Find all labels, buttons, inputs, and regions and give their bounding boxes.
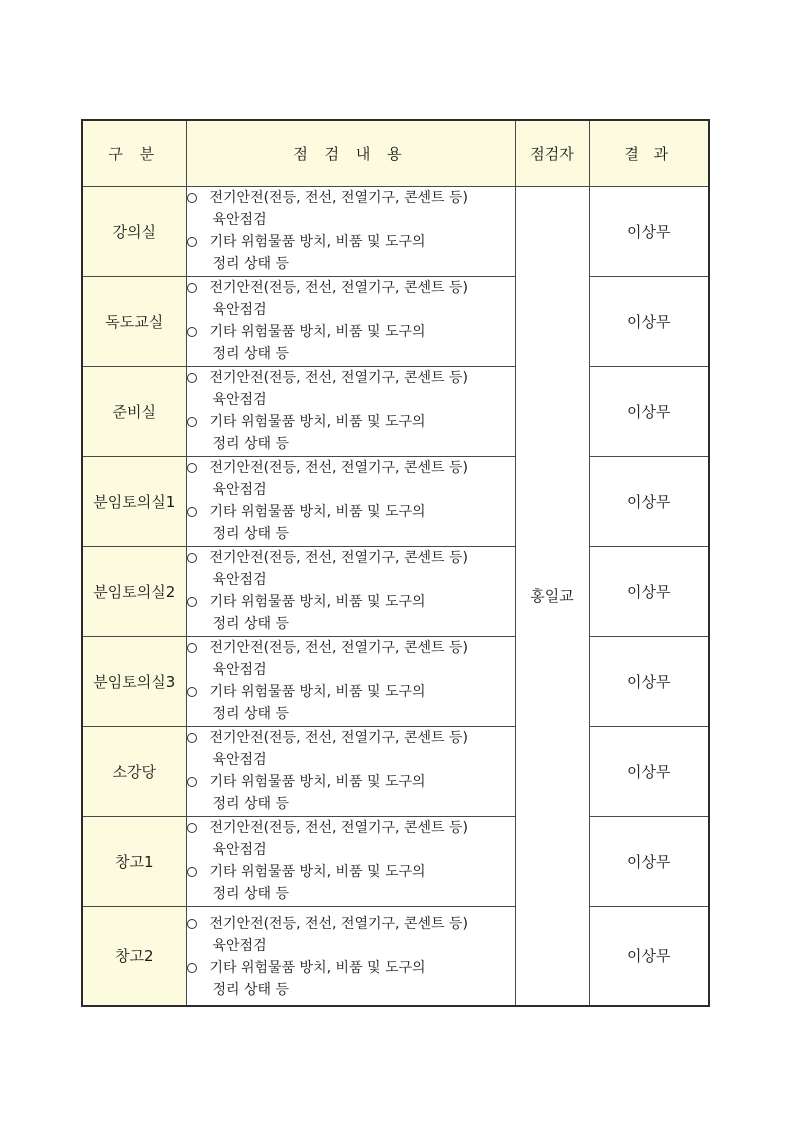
item-text: 전기안전(전등, 전선, 전열기구, 콘센트 등): [209, 459, 468, 476]
circle-bullet-icon: [187, 777, 197, 787]
circle-bullet-icon: [187, 687, 197, 697]
content-cell: [186, 906, 515, 1006]
circle-bullet-icon: [187, 373, 197, 383]
item-text: 기타 위험물품 방치, 비품 및 도구의: [209, 773, 426, 790]
item-text: 기타 위험물품 방치, 비품 및 도구의: [209, 323, 426, 340]
result-cell: 이상무: [589, 636, 709, 726]
content-header: 점 검 내 용: [186, 120, 515, 186]
content-cell: [186, 186, 515, 276]
item-text: 전기안전(전등, 전선, 전열기구, 콘센트 등): [209, 189, 468, 206]
result-cell: 이상무: [589, 546, 709, 636]
division-cell: 분임토의실1: [82, 456, 186, 546]
check-item: [187, 367, 515, 389]
result-cell: 이상무: [589, 456, 709, 546]
content-cell: [186, 456, 515, 546]
circle-bullet-icon: [187, 507, 197, 517]
check-item: [187, 411, 515, 433]
division-cell: 분임토의실3: [82, 636, 186, 726]
division-cell: 소강당: [82, 726, 186, 816]
item-continuation: 정리 상태 등: [212, 525, 290, 542]
division-cell: 분임토의실2: [82, 546, 186, 636]
table-row: [82, 726, 709, 816]
item-continuation: 육안점검: [212, 481, 267, 498]
circle-bullet-icon: [187, 327, 197, 337]
check-item: [187, 913, 515, 935]
table-row: [82, 546, 709, 636]
item-text: 전기안전(전등, 전선, 전열기구, 콘센트 등): [209, 819, 468, 836]
content-cell: [186, 276, 515, 366]
item-continuation: 육안점검: [212, 211, 267, 228]
item-text: 기타 위험물품 방치, 비품 및 도구의: [209, 503, 426, 520]
table-row: [82, 456, 709, 546]
circle-bullet-icon: [187, 823, 197, 833]
item-continuation: 정리 상태 등: [212, 435, 290, 452]
check-item: [187, 457, 515, 479]
item-text: 전기안전(전등, 전선, 전열기구, 콘센트 등): [209, 915, 468, 932]
item-text: 전기안전(전등, 전선, 전열기구, 콘센트 등): [209, 549, 468, 566]
item-text: 전기안전(전등, 전선, 전열기구, 콘센트 등): [209, 279, 468, 296]
division-header: 구 분: [82, 120, 186, 186]
item-continuation: 육안점검: [212, 751, 267, 768]
check-item: [187, 231, 515, 253]
item-continuation: 육안점검: [212, 937, 267, 954]
item-text: 전기안전(전등, 전선, 전열기구, 콘센트 등): [209, 369, 468, 386]
result-cell: 이상무: [589, 816, 709, 906]
check-item: [187, 727, 515, 749]
result-header: 결 과: [589, 120, 709, 186]
circle-bullet-icon: [187, 553, 197, 563]
division-cell: 준비실: [82, 366, 186, 456]
item-continuation: 육안점검: [212, 661, 267, 678]
division-cell: 창고1: [82, 816, 186, 906]
result-cell: 이상무: [589, 726, 709, 816]
check-item: [187, 681, 515, 703]
circle-bullet-icon: [187, 193, 197, 203]
result-cell: 이상무: [589, 186, 709, 276]
inspector-header: 점검자: [515, 120, 589, 186]
inspection-table: [81, 119, 710, 1007]
table-row: [82, 906, 709, 1006]
circle-bullet-icon: [187, 919, 197, 929]
content-cell: [186, 816, 515, 906]
division-cell: 창고2: [82, 906, 186, 1006]
check-item: [187, 591, 515, 613]
item-continuation: 정리 상태 등: [212, 885, 290, 902]
check-item: [187, 817, 515, 839]
check-item: [187, 957, 515, 979]
result-cell: 이상무: [589, 276, 709, 366]
check-item: [187, 637, 515, 659]
item-text: 기타 위험물품 방치, 비품 및 도구의: [209, 233, 426, 250]
item-continuation: 정리 상태 등: [212, 795, 290, 812]
content-cell: [186, 366, 515, 456]
inspector-cell: 홍일교: [515, 186, 589, 1006]
check-item: [187, 771, 515, 793]
check-item: [187, 861, 515, 883]
item-continuation: 정리 상태 등: [212, 705, 290, 722]
check-item: [187, 547, 515, 569]
division-cell: 강의실: [82, 186, 186, 276]
table-row: [82, 636, 709, 726]
table-row: [82, 276, 709, 366]
item-text: 기타 위험물품 방치, 비품 및 도구의: [209, 683, 426, 700]
item-text: 전기안전(전등, 전선, 전열기구, 콘센트 등): [209, 639, 468, 656]
item-continuation: 육안점검: [212, 301, 267, 318]
item-text: 기타 위험물품 방치, 비품 및 도구의: [209, 413, 426, 430]
check-item: [187, 277, 515, 299]
circle-bullet-icon: [187, 963, 197, 973]
item-text: 기타 위험물품 방치, 비품 및 도구의: [209, 593, 426, 610]
item-continuation: 정리 상태 등: [212, 345, 290, 362]
check-item: [187, 501, 515, 523]
result-cell: 이상무: [589, 366, 709, 456]
circle-bullet-icon: [187, 283, 197, 293]
result-cell: 이상무: [589, 906, 709, 1006]
item-text: 전기안전(전등, 전선, 전열기구, 콘센트 등): [209, 729, 468, 746]
item-continuation: 육안점검: [212, 571, 267, 588]
circle-bullet-icon: [187, 643, 197, 653]
item-text: 기타 위험물품 방치, 비품 및 도구의: [209, 863, 426, 880]
circle-bullet-icon: [187, 733, 197, 743]
circle-bullet-icon: [187, 867, 197, 877]
item-continuation: 육안점검: [212, 841, 267, 858]
item-continuation: 정리 상태 등: [212, 255, 290, 272]
item-continuation: 육안점검: [212, 391, 267, 408]
circle-bullet-icon: [187, 237, 197, 247]
table-row: [82, 366, 709, 456]
circle-bullet-icon: [187, 463, 197, 473]
table-row: [82, 816, 709, 906]
content-cell: [186, 726, 515, 816]
check-item: [187, 321, 515, 343]
content-cell: [186, 636, 515, 726]
content-cell: [186, 546, 515, 636]
circle-bullet-icon: [187, 597, 197, 607]
item-text: 기타 위험물품 방치, 비품 및 도구의: [209, 959, 426, 976]
check-item: [187, 187, 515, 209]
item-continuation: 정리 상태 등: [212, 615, 290, 632]
division-cell: 독도교실: [82, 276, 186, 366]
circle-bullet-icon: [187, 417, 197, 427]
table-row: [82, 186, 709, 276]
header-row: [82, 120, 709, 186]
item-continuation: 정리 상태 등: [212, 981, 290, 998]
